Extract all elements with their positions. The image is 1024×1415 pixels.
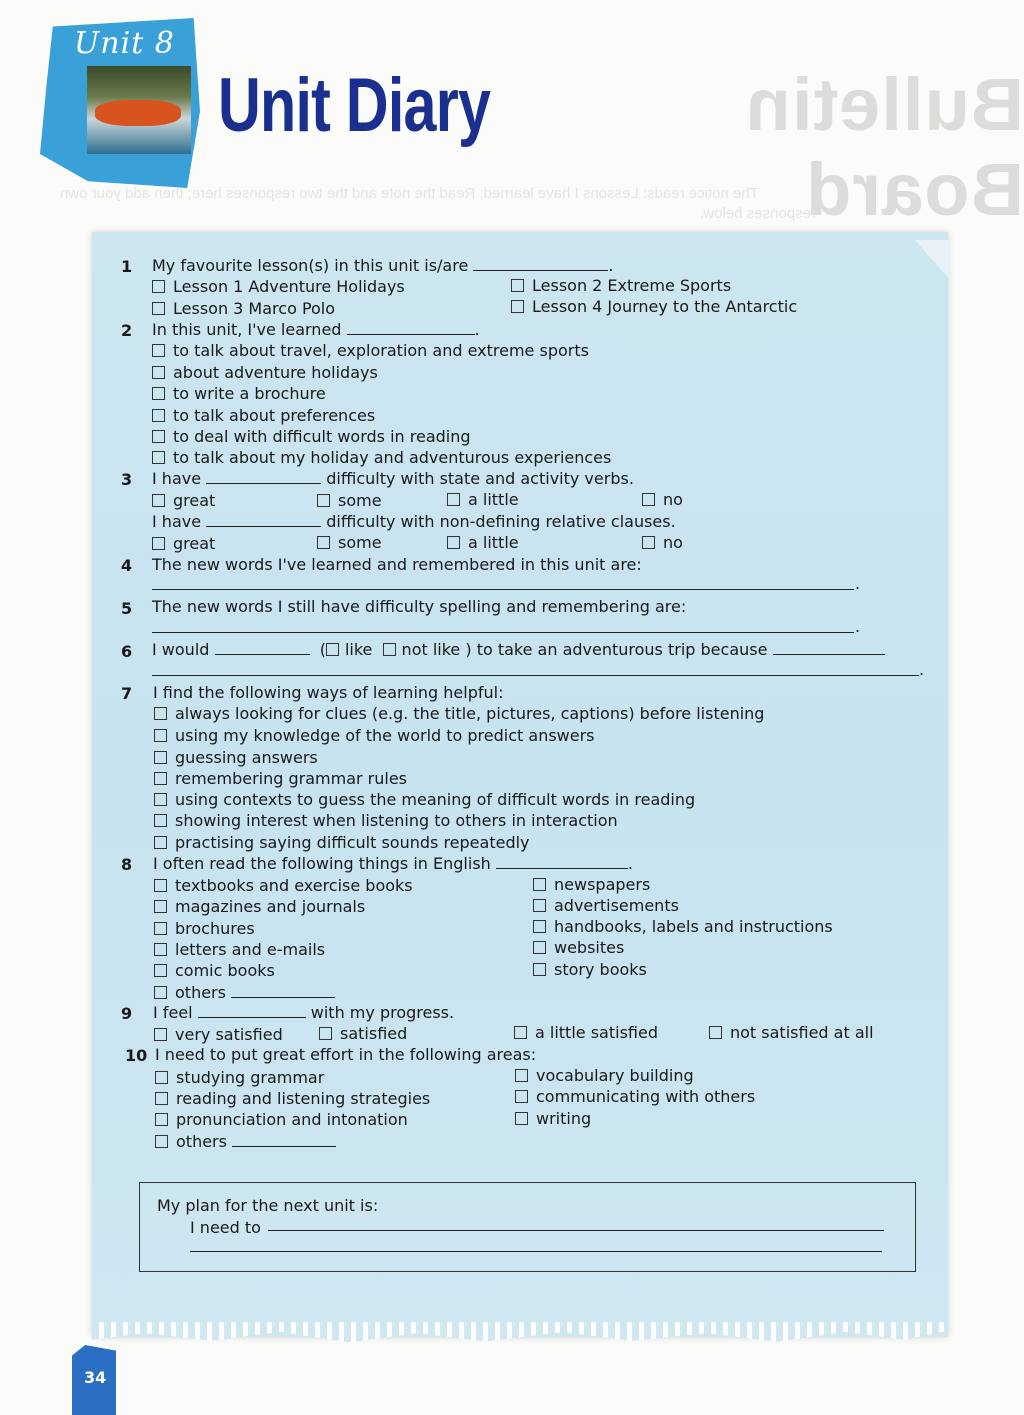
q3-option[interactable]: some bbox=[317, 491, 382, 511]
q9-option[interactable]: a little satisfied bbox=[514, 1023, 658, 1043]
q7-option[interactable]: practising saying difficult sounds repeatedly bbox=[154, 833, 530, 853]
q2-option[interactable]: to talk about preferences bbox=[152, 406, 375, 426]
q7-option[interactable]: always looking for clues (e.g. the title, pictures, captions) before listening bbox=[154, 704, 764, 724]
q3-option[interactable]: some bbox=[317, 533, 382, 553]
q2-prompt: In this unit, I've learned . bbox=[152, 320, 480, 339]
checkbox[interactable] bbox=[515, 1069, 528, 1082]
q6-prompt: I would ( like not like ) to take an adventurous trip because bbox=[152, 640, 885, 660]
q10-option[interactable]: others bbox=[155, 1132, 336, 1152]
checkbox[interactable] bbox=[152, 344, 165, 357]
q2-option[interactable]: to deal with difficult words in reading bbox=[152, 427, 471, 447]
checkbox[interactable] bbox=[447, 493, 460, 506]
checkbox[interactable] bbox=[317, 536, 330, 549]
paper-torn-edge bbox=[92, 1322, 948, 1344]
q3-option[interactable]: great bbox=[152, 491, 215, 511]
answer-blank[interactable] bbox=[473, 256, 608, 271]
q3-prompt: I have difficulty with state and activity verbs. bbox=[152, 469, 634, 488]
answer-blank[interactable] bbox=[206, 512, 321, 527]
question-number: 2 bbox=[121, 321, 133, 340]
checkbox[interactable] bbox=[533, 878, 546, 891]
page-title: Unit Diary bbox=[218, 63, 491, 148]
q2-option[interactable]: to talk about my holiday and adventurous experiences bbox=[152, 448, 611, 468]
not-like-checkbox[interactable] bbox=[383, 643, 396, 656]
checkbox[interactable] bbox=[154, 964, 167, 977]
q3-option[interactable]: great bbox=[152, 534, 215, 554]
q8-option[interactable]: textbooks and exercise books bbox=[154, 876, 413, 896]
q1-option[interactable]: Lesson 3 Marco Polo bbox=[152, 299, 335, 319]
checkbox[interactable] bbox=[154, 793, 167, 806]
answer-blank[interactable] bbox=[232, 1132, 336, 1147]
q2-option[interactable]: about adventure holidays bbox=[152, 363, 378, 383]
checkbox[interactable] bbox=[152, 451, 165, 464]
question-number: 8 bbox=[121, 855, 133, 874]
checkbox[interactable] bbox=[152, 430, 165, 443]
checkbox[interactable] bbox=[533, 963, 546, 976]
checkbox[interactable] bbox=[533, 920, 546, 933]
q10-option[interactable]: vocabulary building bbox=[515, 1066, 694, 1086]
question-number: 7 bbox=[121, 684, 133, 703]
question-number: 1 bbox=[121, 257, 133, 276]
q2-option[interactable]: to talk about travel, exploration and extreme sports bbox=[152, 341, 589, 361]
answer-blank[interactable] bbox=[347, 320, 475, 335]
checkbox[interactable] bbox=[152, 302, 165, 315]
checkbox[interactable] bbox=[155, 1092, 168, 1105]
answer-line[interactable] bbox=[152, 675, 919, 676]
checkbox[interactable] bbox=[511, 279, 524, 292]
q7-option[interactable]: remembering grammar rules bbox=[154, 769, 407, 789]
checkbox[interactable] bbox=[152, 537, 165, 550]
checkbox[interactable] bbox=[155, 1113, 168, 1126]
ghost-title: Bulletin Board bbox=[744, 63, 1024, 231]
q9-option[interactable]: very satisfied bbox=[154, 1025, 283, 1045]
q8-option[interactable]: newspapers bbox=[533, 875, 650, 895]
line-period: . bbox=[919, 660, 925, 679]
answer-line[interactable] bbox=[152, 589, 854, 590]
like-checkbox[interactable] bbox=[326, 643, 339, 656]
q8-option[interactable]: letters and e-mails bbox=[154, 940, 325, 960]
checkbox[interactable] bbox=[511, 300, 524, 313]
checkbox[interactable] bbox=[642, 493, 655, 506]
ghost-text-line: The notice reads: Lessons I have learned; Read the note and the two responses here; then add your own bbox=[60, 185, 759, 202]
unit-label: Unit 8 bbox=[74, 26, 175, 61]
q1-option[interactable]: Lesson 2 Extreme Sports bbox=[511, 276, 731, 296]
q10-option[interactable]: reading and listening strategies bbox=[155, 1089, 430, 1109]
q8-option[interactable]: brochures bbox=[154, 919, 255, 939]
plan-answer-line[interactable] bbox=[190, 1251, 882, 1252]
q8-option[interactable]: others bbox=[154, 983, 335, 1003]
checkbox[interactable] bbox=[154, 986, 167, 999]
q9-option[interactable]: not satisfied at all bbox=[709, 1023, 874, 1043]
q9-option[interactable]: satisfied bbox=[319, 1024, 407, 1044]
q8-option[interactable]: advertisements bbox=[533, 896, 679, 916]
checkbox[interactable] bbox=[154, 836, 167, 849]
q2-option[interactable]: to write a brochure bbox=[152, 384, 326, 404]
checkbox[interactable] bbox=[154, 707, 167, 720]
checkbox[interactable] bbox=[533, 941, 546, 954]
q3-option[interactable]: no bbox=[642, 533, 683, 553]
question-number: 6 bbox=[121, 642, 133, 661]
checkbox[interactable] bbox=[154, 900, 167, 913]
question-number: 4 bbox=[121, 556, 133, 575]
checkbox[interactable] bbox=[152, 280, 165, 293]
q8-prompt: I often read the following things in English . bbox=[153, 854, 633, 873]
answer-blank[interactable] bbox=[215, 640, 310, 655]
checkbox[interactable] bbox=[514, 1026, 527, 1039]
page-number: 34 bbox=[84, 1368, 107, 1387]
answer-blank[interactable] bbox=[206, 469, 321, 484]
q1-prompt: My favourite lesson(s) in this unit is/are . bbox=[152, 256, 614, 275]
answer-blank[interactable] bbox=[496, 854, 628, 869]
checkbox[interactable] bbox=[152, 366, 165, 379]
q3-option[interactable]: a little bbox=[447, 533, 519, 553]
checkbox[interactable] bbox=[154, 814, 167, 827]
q7-option[interactable]: showing interest when listening to others in interaction bbox=[154, 811, 618, 831]
q4-prompt: The new words I've learned and remembered in this unit are: bbox=[152, 555, 642, 574]
checkbox[interactable] bbox=[154, 922, 167, 935]
checkbox[interactable] bbox=[154, 772, 167, 785]
q8-option[interactable]: websites bbox=[533, 938, 624, 958]
q10-option[interactable]: pronunciation and intonation bbox=[155, 1110, 408, 1130]
answer-blank[interactable] bbox=[773, 640, 885, 655]
checkbox[interactable] bbox=[152, 409, 165, 422]
plan-answer-line[interactable] bbox=[268, 1230, 884, 1231]
q8-option[interactable]: magazines and journals bbox=[154, 897, 365, 917]
checkbox[interactable] bbox=[515, 1090, 528, 1103]
checkbox[interactable] bbox=[155, 1135, 168, 1148]
q7-option[interactable]: using my knowledge of the world to predict answers bbox=[154, 726, 595, 746]
checkbox[interactable] bbox=[152, 494, 165, 507]
q3-prompt: I have difficulty with non-defining relative clauses. bbox=[152, 512, 676, 531]
q1-option[interactable]: Lesson 1 Adventure Holidays bbox=[152, 277, 405, 297]
q8-option[interactable]: story books bbox=[533, 960, 647, 980]
question-number: 5 bbox=[121, 599, 133, 618]
answer-line[interactable] bbox=[152, 632, 854, 633]
ghost-text-line: responses below. bbox=[700, 205, 816, 222]
checkbox[interactable] bbox=[154, 879, 167, 892]
q10-option[interactable]: communicating with others bbox=[515, 1087, 755, 1107]
q5-prompt: The new words I still have difficulty spelling and remembering are: bbox=[152, 597, 687, 616]
q3-option[interactable]: a little bbox=[447, 490, 519, 510]
q1-option[interactable]: Lesson 4 Journey to the Antarctic bbox=[511, 297, 797, 317]
checkbox[interactable] bbox=[152, 387, 165, 400]
checkbox[interactable] bbox=[154, 729, 167, 742]
checkbox[interactable] bbox=[317, 494, 330, 507]
checkbox[interactable] bbox=[533, 899, 546, 912]
checkbox[interactable] bbox=[709, 1026, 722, 1039]
checkbox[interactable] bbox=[515, 1112, 528, 1125]
plan-prompt: I need to bbox=[190, 1218, 261, 1237]
q3-option[interactable]: no bbox=[642, 490, 683, 510]
q7-prompt: I find the following ways of learning helpful: bbox=[153, 683, 504, 702]
line-period: . bbox=[855, 617, 861, 636]
q7-option[interactable]: guessing answers bbox=[154, 748, 318, 768]
q10-option[interactable]: studying grammar bbox=[155, 1068, 324, 1088]
q8-option[interactable]: handbooks, labels and instructions bbox=[533, 917, 833, 937]
line-period: . bbox=[855, 574, 861, 593]
q9-prompt: I feel with my progress. bbox=[153, 1003, 455, 1022]
question-number: 9 bbox=[121, 1004, 133, 1023]
checkbox[interactable] bbox=[642, 536, 655, 549]
checkbox[interactable] bbox=[155, 1071, 168, 1084]
checkbox[interactable] bbox=[154, 943, 167, 956]
raft-image bbox=[95, 100, 181, 126]
q10-option[interactable]: writing bbox=[515, 1109, 591, 1129]
checkbox[interactable] bbox=[154, 751, 167, 764]
plan-title: My plan for the next unit is: bbox=[157, 1196, 379, 1215]
question-number: 10 bbox=[125, 1046, 148, 1065]
q8-option[interactable]: comic books bbox=[154, 961, 275, 981]
checkbox[interactable] bbox=[154, 1028, 167, 1041]
question-number: 3 bbox=[121, 470, 133, 489]
q10-prompt: I need to put great effort in the following areas: bbox=[155, 1045, 537, 1064]
checkbox[interactable] bbox=[319, 1027, 332, 1040]
answer-blank[interactable] bbox=[231, 983, 335, 998]
q7-option[interactable]: using contexts to guess the meaning of difficult words in reading bbox=[154, 790, 695, 810]
checkbox[interactable] bbox=[447, 536, 460, 549]
answer-blank[interactable] bbox=[198, 1003, 306, 1018]
